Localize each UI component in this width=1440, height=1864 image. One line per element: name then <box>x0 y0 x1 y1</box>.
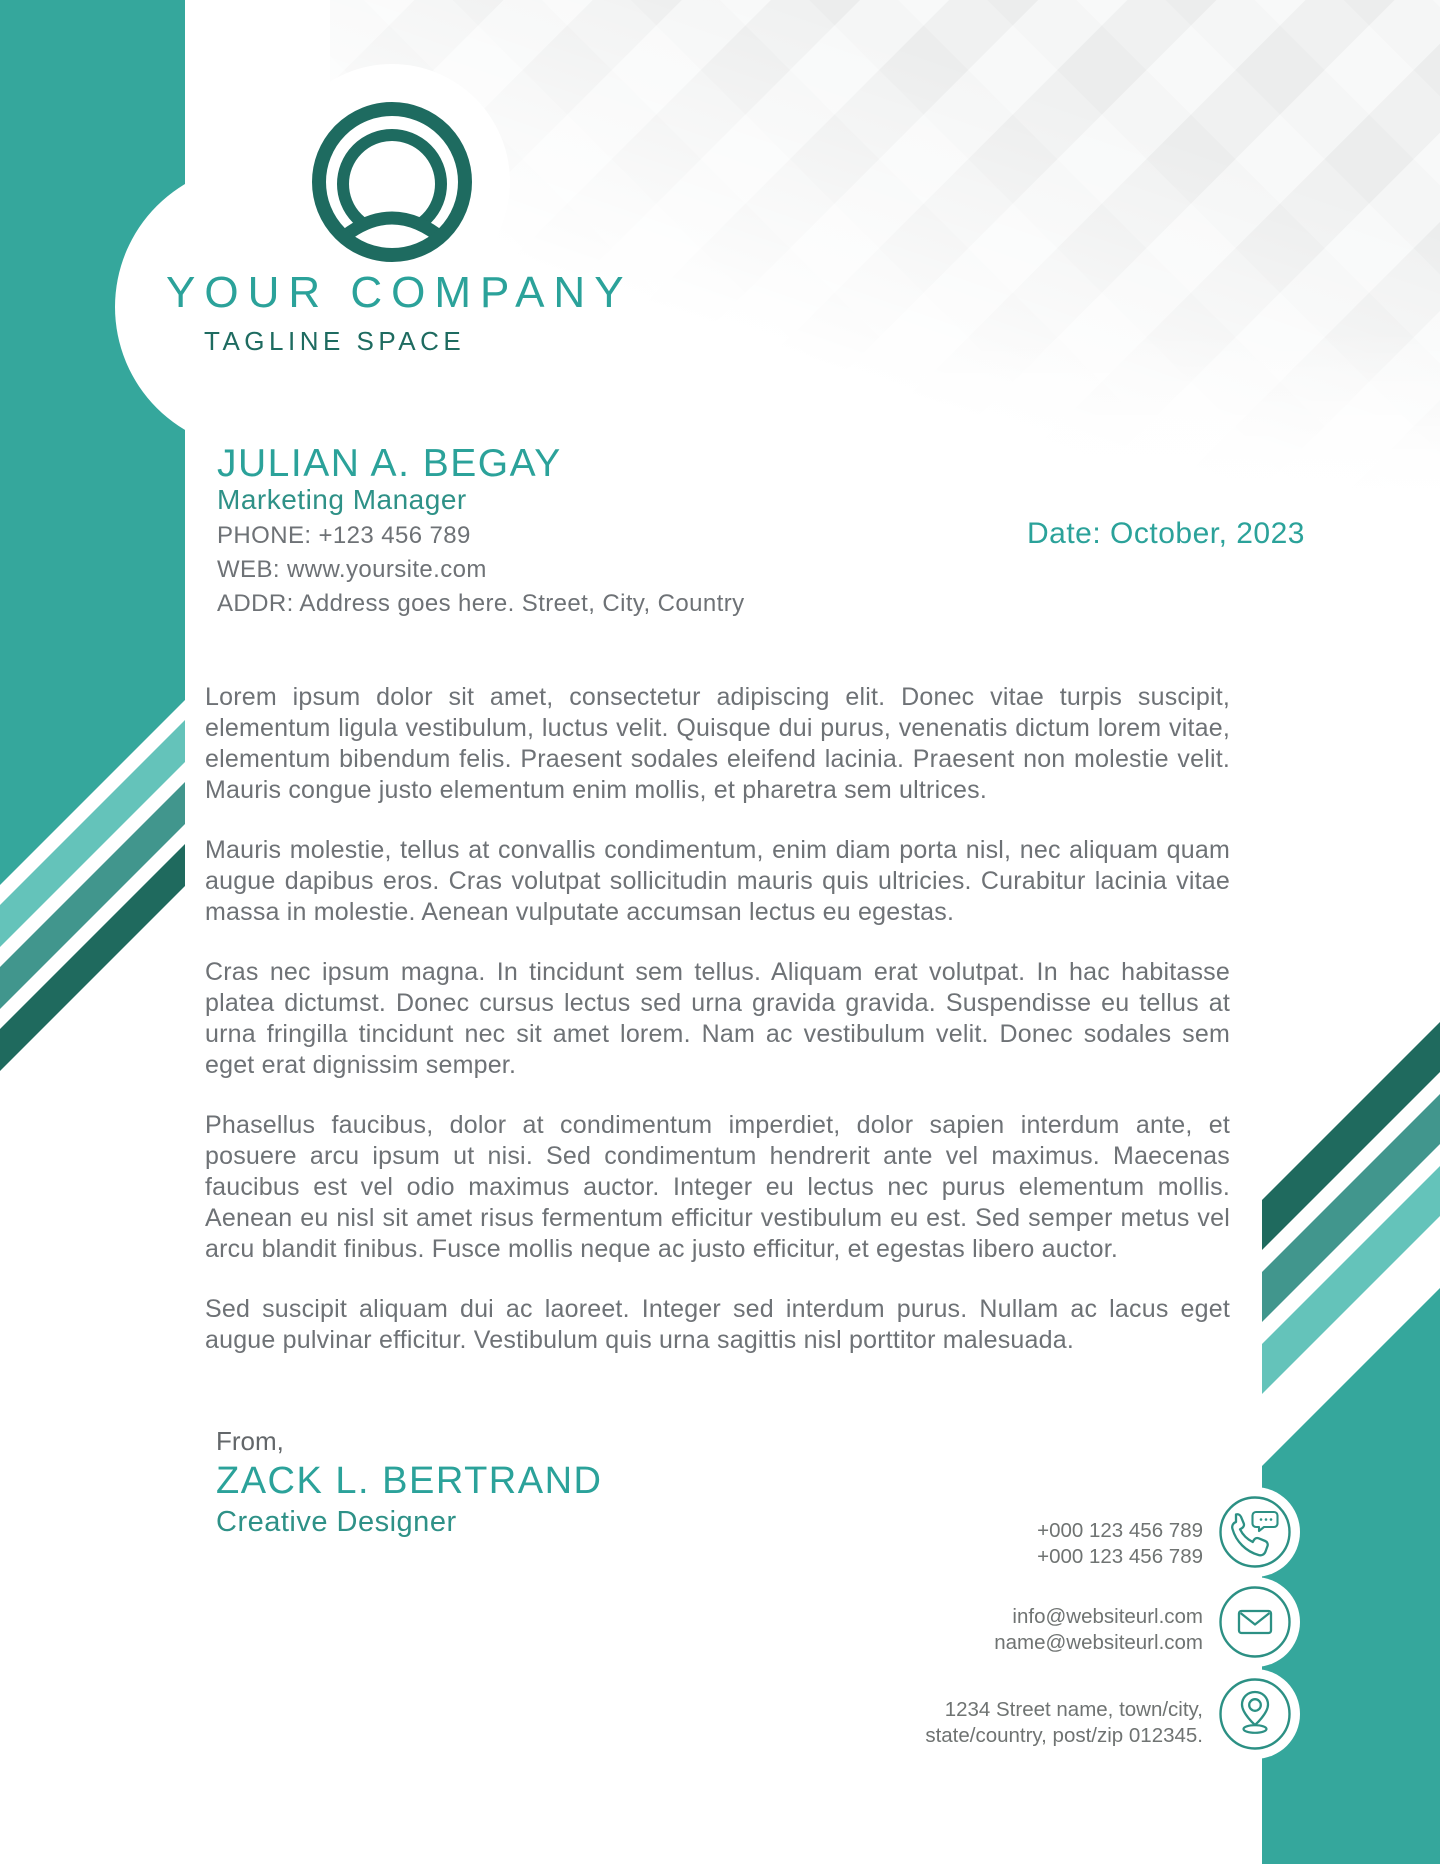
logo-backdrop-2 <box>274 64 510 300</box>
paragraph-5: Sed suscipit aliquam dui ac laoreet. Integer sed interdum purus. Nullam ac lacus eget augue pulvinar efficitur. Vestibulum quis urna sagittis nisl porttitor malesuada. <box>205 1295 1230 1354</box>
sender-address-line: ADDR: Address goes here. Street, City, Country <box>217 590 745 617</box>
sender-phone-line: PHONE: +123 456 789 <box>217 522 471 549</box>
signature-name: ZACK L. BERTRAND <box>216 1460 603 1502</box>
left-accent-bars <box>0 0 185 1071</box>
mail-icon <box>1210 1577 1300 1667</box>
sender-title: Marketing Manager <box>217 484 467 515</box>
footer-email-line-1: info@websiteurl.com <box>1012 1605 1203 1628</box>
date-line: Date: October, 2023 <box>1026 517 1305 550</box>
signature-title: Creative Designer <box>216 1506 457 1538</box>
paragraph-4: Phasellus faucibus, dolor at condimentum imperdiet, dolor sapien interdum ante, et posuere arcu ipsum ut nisi. Sed condimentum hendrerit ante vel maximus. Maecenas faucibus est vel odio maximus auctor. Integer eu lectus nec purus elementum mollis. Aenean eu nisl sit amet risus fermentum efficitur vestibulum eu est. Sed semper metus vel arcu blandit finibus. Fusce mollis neque ac justo efficitur, et egestas libero auctor. <box>205 1111 1230 1263</box>
footer-phone-line-2: +000 123 456 789 <box>1037 1545 1203 1568</box>
footer-email-line-2: name@websiteurl.com <box>994 1631 1203 1654</box>
company-tagline: TAGLINE SPACE <box>204 326 466 356</box>
paragraph-1: Lorem ipsum dolor sit amet, consectetur adipiscing elit. Donec vitae turpis suscipit, elementum ligula vestibulum, luctus velit. Quisque dui purus, venenatis dictum lorem vitae, elementum bibendum felis. Praesent sodales eleifend lacinia. Praesent non molestie velit. Mauris congue justo elementum enim mollis, et pharetra sem ultrices. <box>205 683 1230 804</box>
signature-from-label: From, <box>216 1426 284 1456</box>
footer-address-line-2: state/country, post/zip 012345. <box>925 1724 1203 1747</box>
footer-address-block <box>925 1697 1203 1749</box>
company-name: YOUR COMPANY <box>166 268 633 317</box>
sender-name: JULIAN A. BEGAY <box>217 442 562 485</box>
paragraph-3: Cras nec ipsum magna. In tincidunt sem tellus. Aliquam erat volutpat. In hac habitasse platea dictumst. Donec cursus lectus sed urna gravida gravida. Suspendisse eu tellus at urna fringilla tincidunt nec sit amet lorem. Nam ac vestibulum velit. Donec sodales sem eget erat dignissim semper. <box>205 958 1230 1079</box>
location-pin-icon <box>1210 1669 1300 1759</box>
phone-icon <box>1210 1487 1300 1577</box>
letter-body <box>205 682 1230 1385</box>
mosaic-pattern <box>330 0 1440 500</box>
footer-email-block <box>994 1604 1203 1656</box>
footer-phone-line-1: +000 123 456 789 <box>1037 1519 1203 1542</box>
paragraph-2: Mauris molestie, tellus at convallis condimentum, enim diam porta nisl, nec aliquam quam augue dapibus eros. Cras volutpat sollicitudin mauris quis ultricies. Curabitur lacinia vitae massa in molestie. Aenean vulputate accumsan lectus eu egestas. <box>205 836 1230 926</box>
sender-web-line: WEB: www.yoursite.com <box>217 556 487 583</box>
footer-address-line-1: 1234 Street name, town/city, <box>944 1698 1203 1721</box>
footer-phone-block <box>1037 1518 1203 1570</box>
